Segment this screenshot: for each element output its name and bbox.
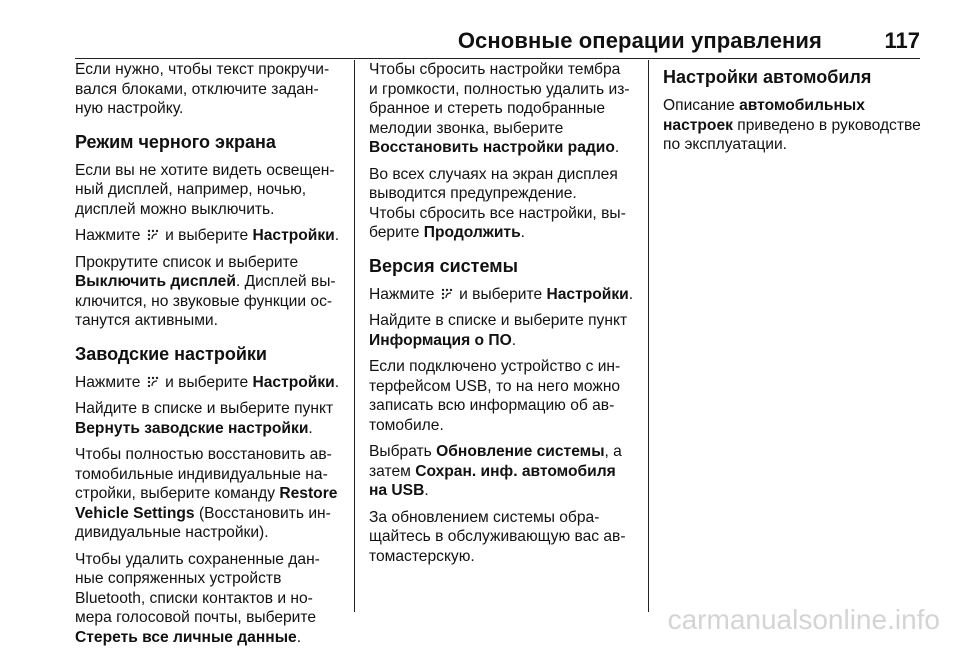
turn-off-display-paragraph: Прокрутите список и выберите Выключить дисплей. Дисплей вы- ключится, но звуковые функции ос- танутся активными. [75,253,336,329]
column-1 [75,60,345,654]
heading-black-screen: Режим черного экрана [75,131,276,152]
watermark: carmanualsonline.info [667,604,940,635]
page-number: 117 [884,28,920,53]
restore-vehicle-paragraph: Чтобы полностью восстановить ав- томобильные индивидуальные на- стройки, выберите команду Restore Vehicle Settings (Восстановить ин- дивидуальные настройки). [75,446,338,541]
home-icon [147,227,159,239]
service-paragraph: За обновлением системы обра- щайтесь в обслуживающую вас ав- томастерскую. [369,508,626,565]
system-update-paragraph: Выбрать Обновление системы, а затем Сохран. инф. автомобиля на USB. [369,443,622,499]
heading-system-version: Версия системы [369,255,518,276]
home-icon [441,286,453,298]
intro-paragraph: Если нужно, чтобы текст прокручи- вался блоками, отключите задан- ную настройку. [75,61,330,117]
page-header [0,24,940,60]
header-rule [75,58,920,59]
restore-factory-paragraph: Найдите в списке и выберите пункт Вернуть заводские настройки. [75,400,334,437]
column-divider [648,60,649,612]
press-settings-paragraph: Нажмите и выберите Настройки. [75,227,340,244]
column-3 [663,60,933,162]
heading-factory-settings: Заводские настройки [75,343,267,364]
erase-data-paragraph: Чтобы удалить сохраненные дан- ные сопряженных устройств Bluetooth, списки контактов и но- мера голосовой почты, выберите Стереть все личные данные. [75,550,320,646]
home-icon [147,374,159,386]
page-title: Основные операции управления [457,28,822,53]
software-info-paragraph: Найдите в списке и выберите пункт Информация о ПО. [369,312,628,349]
vehicle-settings-paragraph: Описание автомобильных настроек приведено в руководстве по эксплуатации. [663,97,921,153]
usb-paragraph: Если подключено устройство с ин- терфейсом USB, то на него можно записать всю информацию об ав- томобиле. [369,358,621,434]
heading-vehicle-settings: Настройки автомобиля [663,67,872,87]
press-settings-paragraph: Нажмите и выберите Настройки. [75,373,340,391]
press-settings-paragraph: Нажмите и выберите Настройки. [369,285,634,303]
column-2 [369,60,639,573]
warning-paragraph: Во всех случаях на экран дисплея выводится предупреждение. Чтобы сбросить все настройки, вы- берите Продолжить. [369,165,626,241]
black-screen-paragraph: Если вы не хотите видеть освещен- ный дисплей, например, ночью, дисплей можно выключить. [75,161,335,218]
column-divider [354,60,355,612]
reset-audio-paragraph: Чтобы сбросить настройки тембра и громкости, полностью удалить из- бранное и стереть подобранные мелодии звонка, выберите Восстановить настройки радио. [369,61,630,156]
